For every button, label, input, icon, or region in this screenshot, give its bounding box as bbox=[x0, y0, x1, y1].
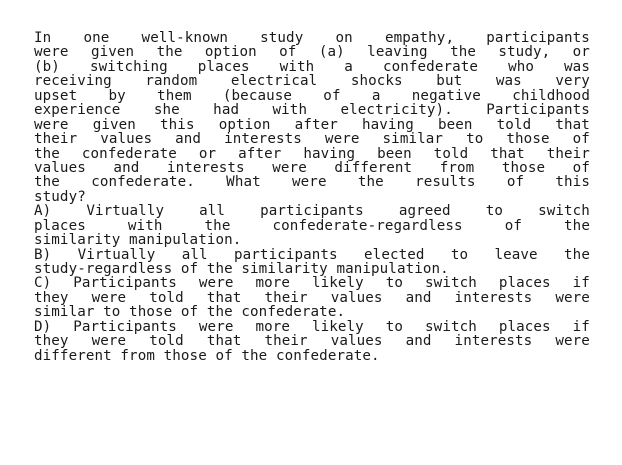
option-line: A) Virtually all participants agreed to switch bbox=[34, 203, 590, 220]
option-line: they were told that their values and interests were bbox=[34, 333, 590, 350]
question-line: their values and interests were similar to those of bbox=[34, 131, 590, 148]
question-line: In one well-known study on empathy, participants bbox=[34, 30, 590, 46]
question-line: (b) switching places with a confederate who was bbox=[34, 58, 590, 75]
option-line: places with the confederate-regardless of the bbox=[34, 217, 590, 234]
answer-option-c bbox=[34, 276, 590, 319]
option-line: B) Virtually all participants elected to leave the bbox=[34, 246, 590, 263]
option-line: similarity manipulation. bbox=[34, 232, 242, 249]
option-line: study-regardless of the similarity manipulation. bbox=[34, 261, 449, 277]
question-line: experience she had with electricity). Participants bbox=[34, 102, 590, 119]
question-stem bbox=[34, 31, 590, 204]
question-line: the confederate or after having been told that their bbox=[34, 145, 590, 162]
question-line: were given the option of (a) leaving the study, or bbox=[34, 44, 590, 61]
question-line: were given this option after having been told that bbox=[34, 116, 590, 133]
question-line: the confederate. What were the results of this bbox=[34, 174, 590, 191]
question-document bbox=[34, 31, 590, 363]
question-line: upset by them (because of a negative childhood bbox=[34, 87, 590, 104]
option-line: different from those of the confederate. bbox=[34, 347, 380, 364]
answer-option-b bbox=[34, 248, 590, 277]
option-line: C) Participants were more likely to switch places if bbox=[34, 275, 590, 292]
question-line: study? bbox=[34, 188, 86, 205]
question-line: receiving random electrical shocks but was very bbox=[34, 73, 590, 90]
option-line: they were told that their values and interests were bbox=[34, 289, 590, 306]
option-line: similar to those of the confederate. bbox=[34, 304, 346, 321]
answer-option-d bbox=[34, 320, 590, 363]
option-line: D) Participants were more likely to switch places if bbox=[34, 318, 590, 335]
question-line: values and interests were different from those of bbox=[34, 159, 590, 176]
answer-option-a bbox=[34, 204, 590, 247]
